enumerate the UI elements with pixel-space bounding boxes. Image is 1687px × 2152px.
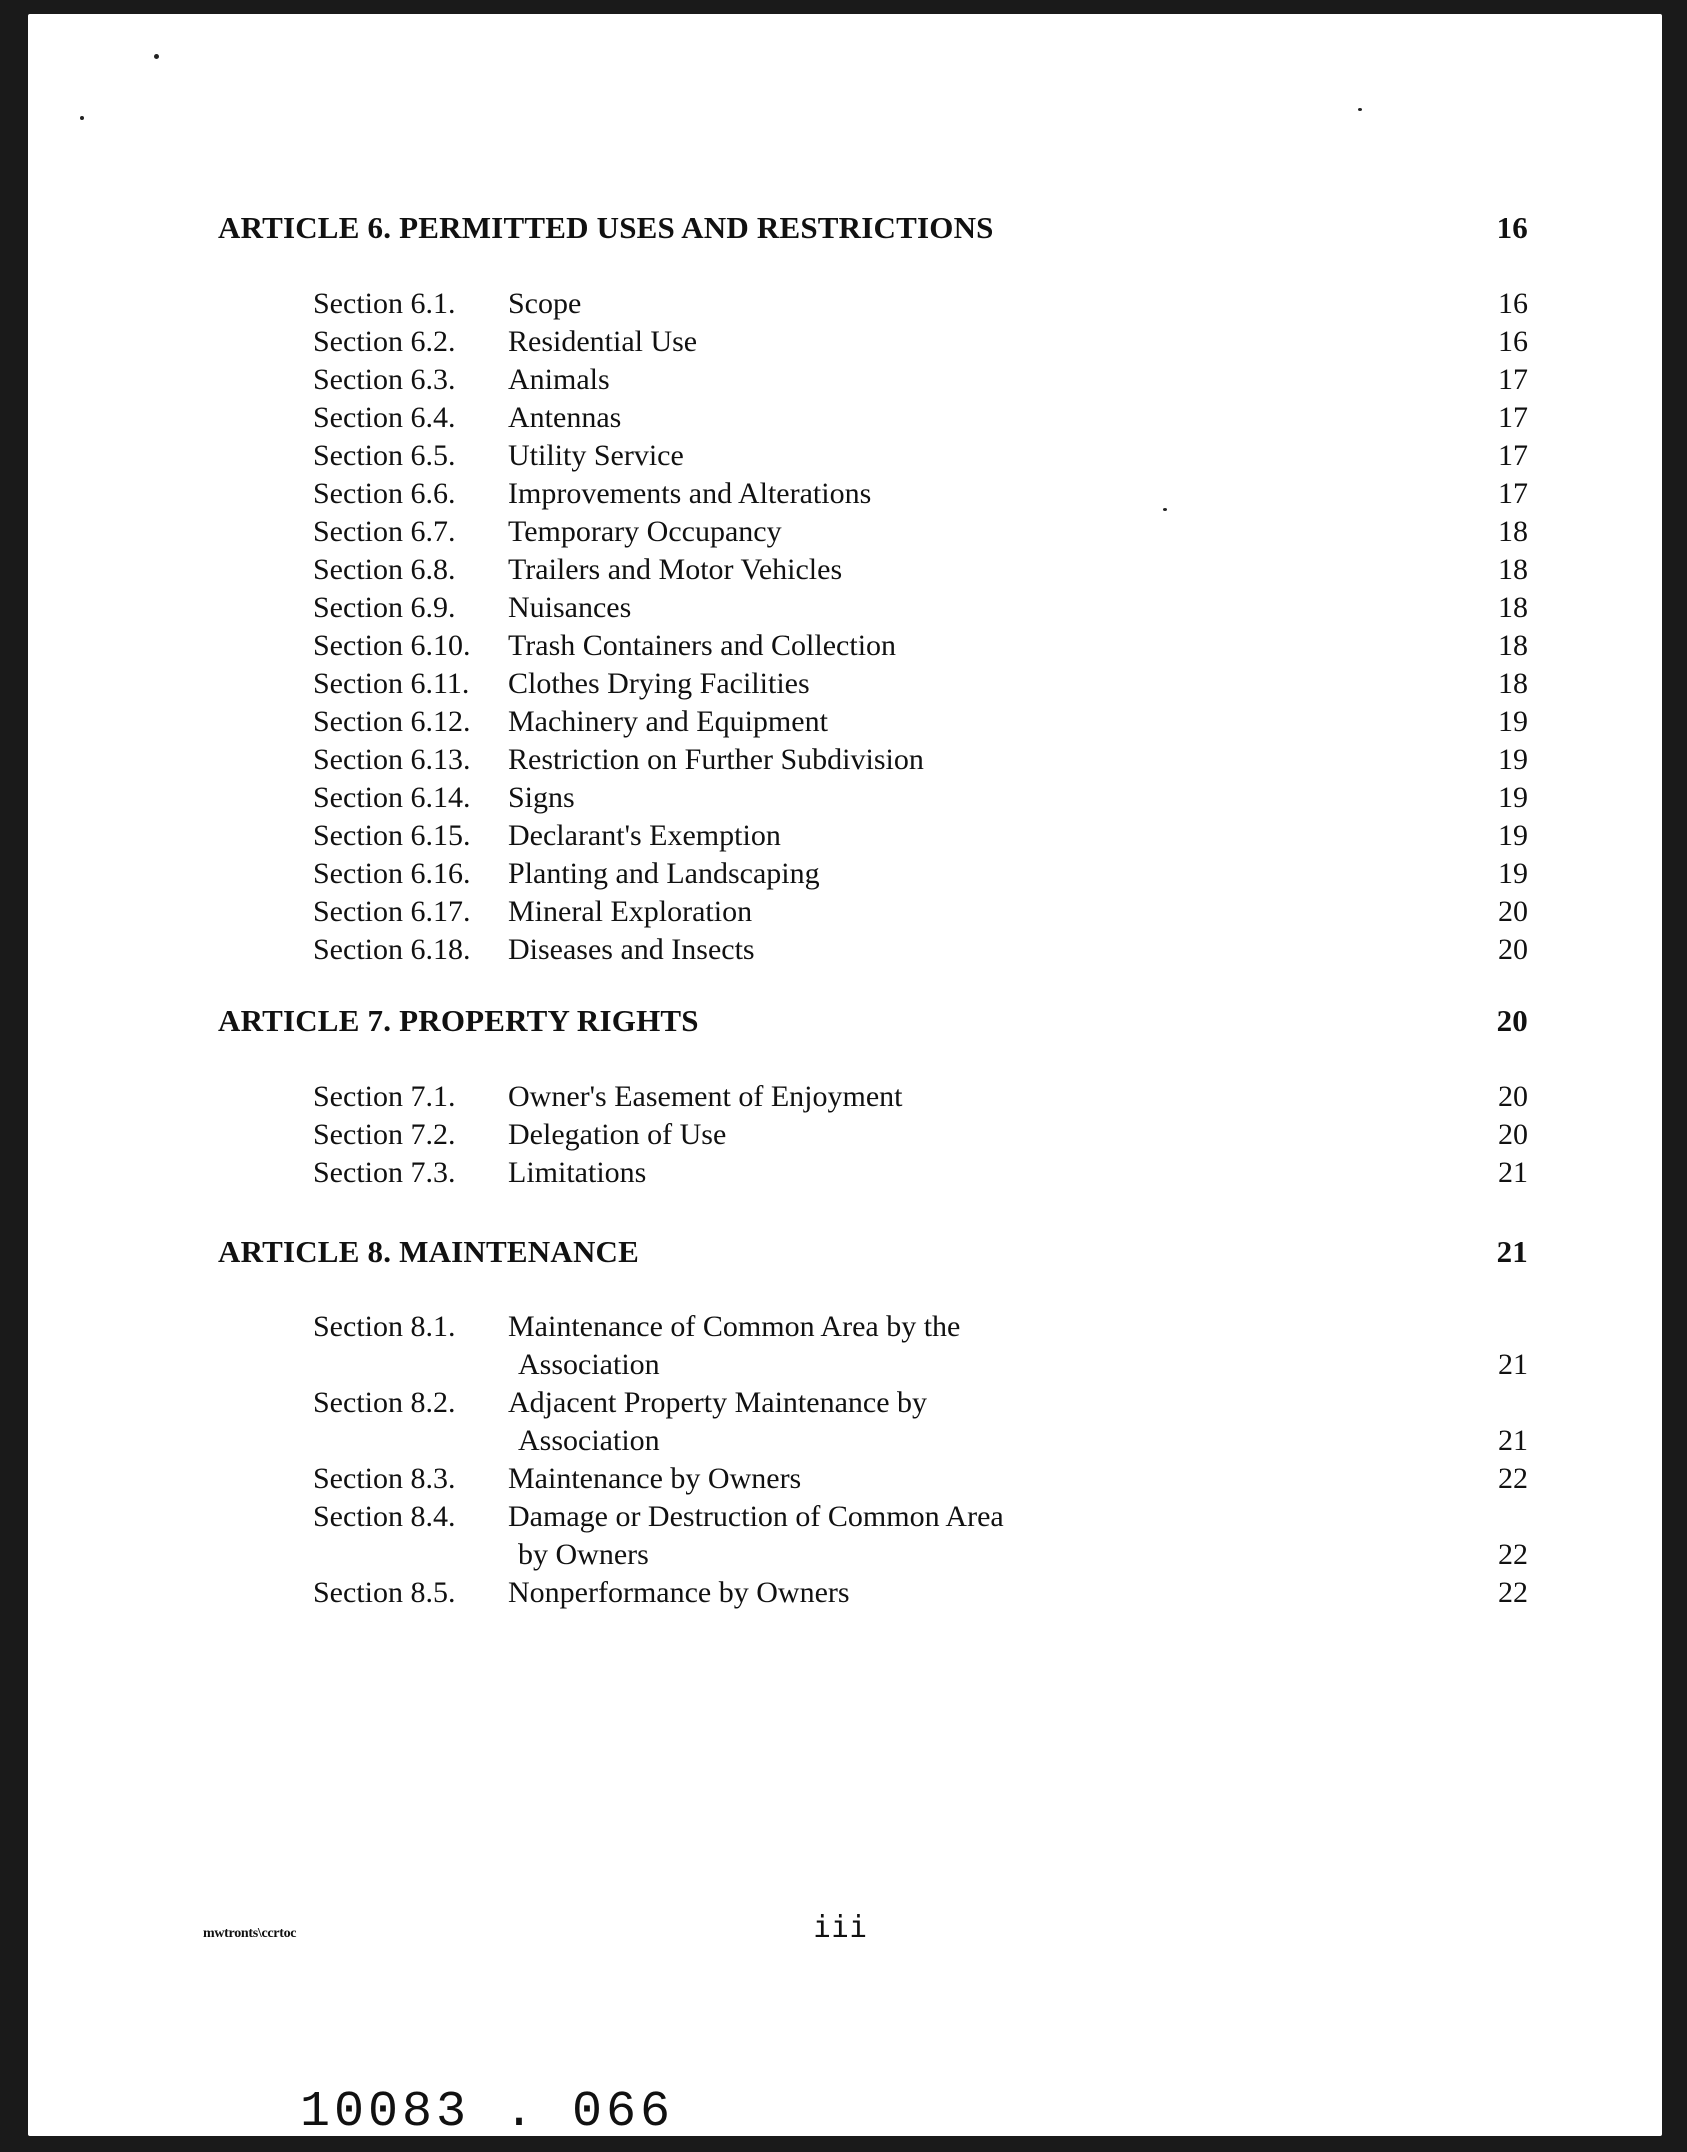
section-page-number: 22 <box>1498 1576 1528 1609</box>
section-heading: Animals <box>508 363 610 396</box>
section-heading: Owner's Easement of Enjoyment <box>508 1080 903 1113</box>
toc-entry <box>313 589 1528 627</box>
section-number: Section 8.1. <box>313 1310 456 1343</box>
section-number: Section 6.16. <box>313 857 471 890</box>
document-page <box>28 14 1662 2141</box>
section-number: Section 6.6. <box>313 477 456 510</box>
toc-entry <box>313 1078 1528 1116</box>
section-heading: Nonperformance by Owners <box>508 1576 850 1609</box>
section-heading: Diseases and Insects <box>508 933 755 966</box>
scan-speck <box>1163 508 1167 511</box>
toc-entry <box>313 855 1528 893</box>
section-heading: Trailers and Motor Vehicles <box>508 553 843 586</box>
section-number: Section 8.5. <box>313 1576 456 1609</box>
section-heading-continued: Association <box>518 1348 660 1381</box>
section-page-number: 16 <box>1498 325 1528 358</box>
scan-speck <box>154 54 159 59</box>
section-number: Section 6.9. <box>313 591 456 624</box>
section-heading: Adjacent Property Maintenance by <box>508 1386 928 1419</box>
section-heading: Antennas <box>508 401 622 434</box>
section-page-number: 22 <box>1498 1538 1528 1571</box>
section-heading: Limitations <box>508 1156 647 1189</box>
section-number: Section 6.4. <box>313 401 456 434</box>
toc-entry <box>313 1154 1528 1192</box>
section-heading: Delegation of Use <box>508 1118 727 1151</box>
section-page-number: 21 <box>1498 1156 1528 1189</box>
document-number-stamp: 10083 . 066 <box>300 2084 675 2141</box>
toc-entry <box>313 475 1528 513</box>
section-page-number: 17 <box>1498 477 1528 510</box>
section-page-number: 20 <box>1498 895 1528 928</box>
toc-entry <box>313 665 1528 703</box>
section-page-number: 20 <box>1498 1080 1528 1113</box>
article-page-number: 20 <box>1496 1003 1528 1038</box>
toc-entry <box>313 437 1528 475</box>
toc-entry <box>313 399 1528 437</box>
section-number: Section 6.10. <box>313 629 471 662</box>
section-heading: Maintenance by Owners <box>508 1462 802 1495</box>
section-page-number: 18 <box>1498 591 1528 624</box>
section-page-number: 18 <box>1498 667 1528 700</box>
section-number: Section 7.2. <box>313 1118 456 1151</box>
section-heading: Temporary Occupancy <box>508 515 782 548</box>
section-number: Section 6.13. <box>313 743 471 776</box>
section-page-number: 19 <box>1498 743 1528 776</box>
section-page-number: 21 <box>1498 1424 1528 1457</box>
section-page-number: 19 <box>1498 857 1528 890</box>
section-page-number: 20 <box>1498 1118 1528 1151</box>
toc-entry <box>313 285 1528 323</box>
section-number: Section 7.1. <box>313 1080 456 1113</box>
toc-entry <box>313 1308 1528 1384</box>
toc-entry <box>313 1498 1528 1574</box>
toc-entry <box>313 1574 1528 1612</box>
toc-entry <box>313 323 1528 361</box>
section-number: Section 6.15. <box>313 819 471 852</box>
section-number: Section 6.17. <box>313 895 471 928</box>
section-number: Section 6.1. <box>313 287 456 320</box>
section-page-number: 20 <box>1498 933 1528 966</box>
section-number: Section 6.5. <box>313 439 456 472</box>
section-page-number: 21 <box>1498 1348 1528 1381</box>
section-number: Section 6.18. <box>313 933 471 966</box>
section-heading: Improvements and Alterations <box>508 477 872 510</box>
toc-entry <box>313 513 1528 551</box>
section-heading: Machinery and Equipment <box>508 705 828 738</box>
section-page-number: 17 <box>1498 439 1528 472</box>
section-number: Section 8.4. <box>313 1500 456 1533</box>
table-of-contents <box>28 14 1662 2136</box>
section-number: Section 6.12. <box>313 705 471 738</box>
toc-entry <box>313 779 1528 817</box>
article-title: ARTICLE 7. PROPERTY RIGHTS <box>218 1003 699 1038</box>
section-number: Section 6.7. <box>313 515 456 548</box>
section-page-number: 18 <box>1498 629 1528 662</box>
section-heading: Scope <box>508 287 582 320</box>
section-page-number: 18 <box>1498 553 1528 586</box>
file-reference: mwtronts\ccrtoc <box>203 1926 297 1941</box>
toc-entry <box>313 931 1528 969</box>
section-number: Section 6.11. <box>313 667 470 700</box>
section-heading-continued: Association <box>518 1424 660 1457</box>
scan-speck <box>1358 108 1362 111</box>
section-heading: Restriction on Further Subdivision <box>508 743 924 776</box>
toc-entry <box>313 741 1528 779</box>
section-heading-continued: by Owners <box>518 1538 649 1571</box>
section-page-number: 17 <box>1498 401 1528 434</box>
section-number: Section 6.3. <box>313 363 456 396</box>
toc-entry <box>313 1460 1528 1498</box>
section-page-number: 17 <box>1498 363 1528 396</box>
scan-speck <box>80 116 84 120</box>
section-heading: Signs <box>508 781 575 814</box>
section-heading: Maintenance of Common Area by the <box>508 1310 961 1343</box>
section-heading: Mineral Exploration <box>508 895 753 928</box>
section-number: Section 7.3. <box>313 1156 456 1189</box>
section-page-number: 19 <box>1498 819 1528 852</box>
toc-entry <box>313 551 1528 589</box>
page-folio: iii <box>813 1910 868 1945</box>
section-heading: Nuisances <box>508 591 632 624</box>
section-page-number: 19 <box>1498 705 1528 738</box>
section-number: Section 8.2. <box>313 1386 456 1419</box>
section-page-number: 22 <box>1498 1462 1528 1495</box>
section-number: Section 6.8. <box>313 553 456 586</box>
toc-entry <box>313 1116 1528 1154</box>
section-heading: Declarant's Exemption <box>508 819 781 852</box>
toc-entry <box>313 627 1528 665</box>
section-page-number: 19 <box>1498 781 1528 814</box>
section-heading: Damage or Destruction of Common Area <box>508 1500 1004 1533</box>
section-heading: Trash Containers and Collection <box>508 629 897 662</box>
section-page-number: 18 <box>1498 515 1528 548</box>
toc-entry <box>313 893 1528 931</box>
section-page-number: 16 <box>1498 287 1528 320</box>
section-number: Section 8.3. <box>313 1462 456 1495</box>
article-title: ARTICLE 6. PERMITTED USES AND RESTRICTIONS <box>218 210 994 245</box>
section-heading: Clothes Drying Facilities <box>508 667 810 700</box>
toc-entry <box>313 1384 1528 1460</box>
article-title: ARTICLE 8. MAINTENANCE <box>218 1234 639 1269</box>
section-heading: Utility Service <box>508 439 684 472</box>
section-heading: Residential Use <box>508 325 698 358</box>
section-number: Section 6.14. <box>313 781 471 814</box>
section-number: Section 6.2. <box>313 325 456 358</box>
section-heading: Planting and Landscaping <box>508 857 820 890</box>
toc-entry <box>313 361 1528 399</box>
toc-entry <box>313 703 1528 741</box>
article-page-number: 21 <box>1496 1234 1528 1269</box>
toc-entry <box>313 817 1528 855</box>
article-page-number: 16 <box>1496 210 1528 245</box>
